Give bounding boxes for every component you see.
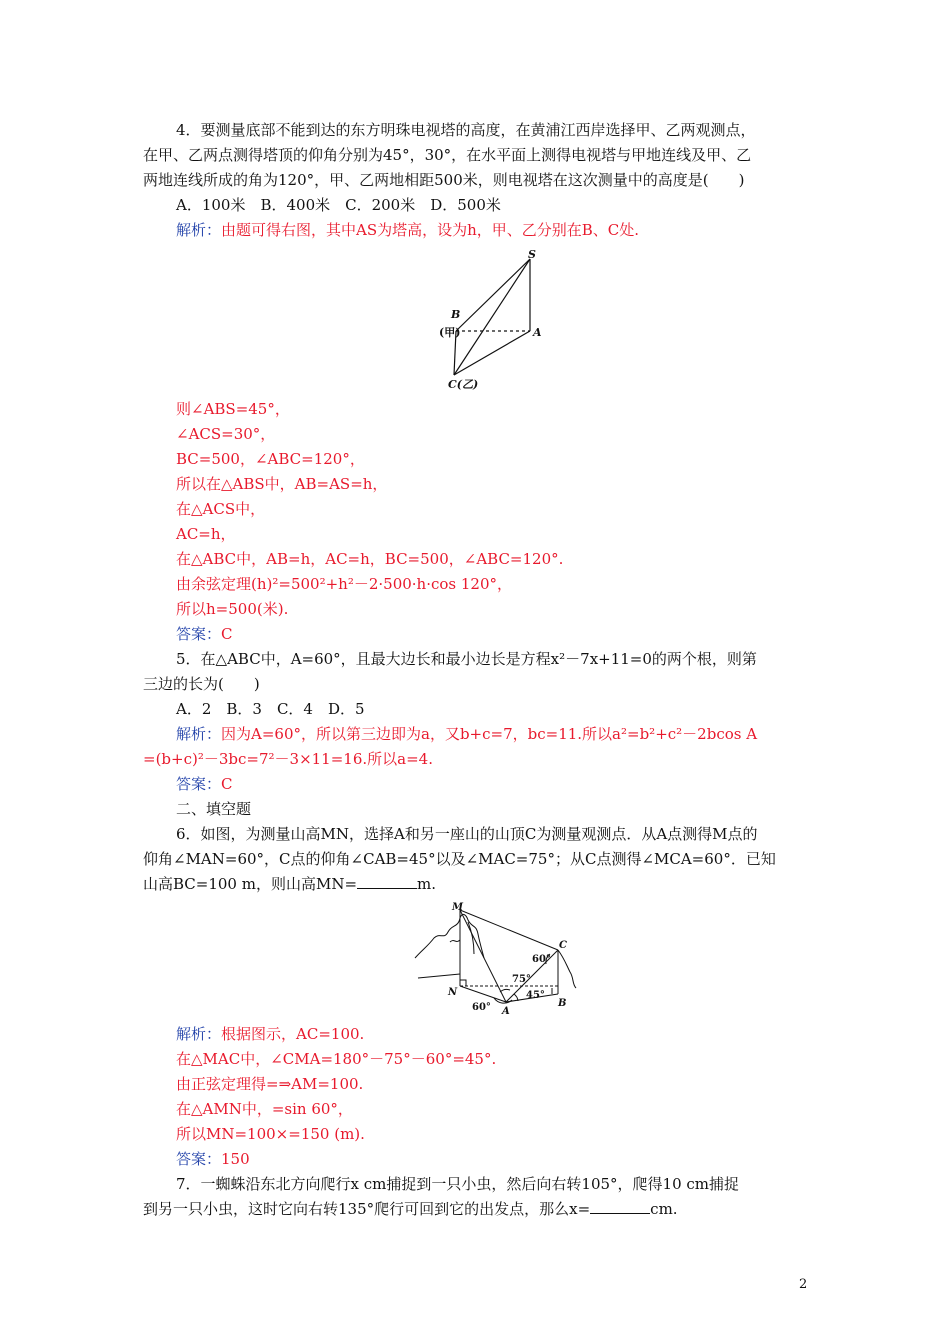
q4-line-2: 在甲、乙两点测得塔顶的仰角分别为45°，30°，在水平面上测得电视塔与甲地连线及甲、乙 <box>143 146 752 164</box>
tower-figure <box>430 245 560 395</box>
q4-step-2: ∠ACS=30°， <box>176 425 276 443</box>
answer-blank <box>590 1199 650 1214</box>
q6-step-2: 由正弦定理得=⇒AM=100. <box>176 1075 364 1093</box>
q7-line-2 <box>143 1197 808 1221</box>
q4-line-1: 4．要测量底部不能到达的东方明珠电视塔的高度，在黄浦江西岸选择甲、乙两观测点， <box>176 121 756 139</box>
q6-line-2: 仰角∠MAN=60°，C点的仰角∠CAB=45°以及∠MAC=75°；从C点测得∠MCA=60°．已知 <box>143 850 776 868</box>
analysis-text: 由题可得右图，其中AS为塔高，设为h，甲、乙分别在B、C处. <box>221 221 640 239</box>
q6-line-3-unit: m. <box>417 875 437 893</box>
q5-options: A．2 B．3 C．4 D．5 <box>176 700 365 718</box>
label-S: S <box>528 248 536 261</box>
q6-step-3: 在△AMN中，=sin 60°， <box>176 1100 353 1118</box>
q4-analysis <box>176 218 841 242</box>
analysis-label: 解析： <box>176 221 222 239</box>
answer-label: 答案： <box>176 1150 222 1168</box>
q4-step-3: BC=500，∠ABC=120°， <box>176 450 365 468</box>
angle-60-top: 60° <box>532 954 551 965</box>
q4-answer <box>176 622 841 646</box>
q4-options: A．100米 B．400米 C．200米 D．500米 <box>176 196 501 214</box>
label-C: C(乙) <box>448 378 479 391</box>
answer-label: 答案： <box>176 775 222 793</box>
label-C: C <box>559 940 567 951</box>
page-number: 2 <box>799 1277 808 1292</box>
q5-analysis <box>176 722 841 746</box>
analysis-text: 因为A=60°，所以第三边即为a，又b+c=7，bc=11.所以a²=b²+c²－2bcos A <box>221 725 758 743</box>
q5-answer <box>176 772 841 796</box>
label-M: M <box>452 902 464 913</box>
q6-step-4: 所以MN=100×=150 (m). <box>176 1125 365 1143</box>
q4-line-3: 两地连线所成的角为120°，甲、乙两地相距500米，则电视塔在这次测量中的高度是( ) <box>143 171 745 189</box>
answer-blank <box>357 874 417 889</box>
label-A: A <box>533 326 542 339</box>
answer-value: C <box>221 775 233 793</box>
q4-step-8: 由余弦定理(h)²=500²+h²－2·500·h·cos 120°， <box>176 575 512 593</box>
angle-45: 45° <box>526 990 545 1001</box>
q5-line-2: 三边的长为( ) <box>143 675 260 693</box>
q6-step-1: 在△MAC中，∠CMA=180°－75°－60°=45°. <box>176 1050 497 1068</box>
angle-75: 75° <box>512 974 531 985</box>
q6-line-3 <box>143 872 808 896</box>
label-B: B <box>451 308 461 321</box>
label-jia: (甲) <box>439 326 461 339</box>
q6-analysis <box>176 1022 841 1046</box>
answer-value: 150 <box>221 1150 250 1168</box>
q7-line-2-text: 到另一只小虫，这时它向右转135°爬行可回到它的出发点，那么x= <box>143 1200 591 1218</box>
label-A: A <box>502 1006 510 1016</box>
analysis-label: 解析： <box>176 725 222 743</box>
q5-analysis-2: =(b+c)²－3bc=7²－3×11=16.所以a=4. <box>143 750 433 768</box>
q4-step-1: 则∠ABS=45°， <box>176 400 290 418</box>
answer-label: 答案： <box>176 625 222 643</box>
q4-step-4: 所以在△ABS中，AB=AS=h， <box>176 475 388 493</box>
section-title: 二、填空题 <box>176 800 252 818</box>
q4-step-6: AC=h， <box>176 525 236 543</box>
answer-value: C <box>221 625 233 643</box>
q5-line-1: 5．在△ABC中，A=60°，且最大边长和最小边长是方程x²－7x+11=0的两个根，则第 <box>176 650 757 668</box>
q6-line-1: 6．如图，为测量山高MN，选择A和另一座山的山顶C为测量观测点．从A点测得M点的 <box>176 825 758 843</box>
q6-answer <box>176 1147 841 1171</box>
label-N: N <box>448 987 458 998</box>
q4-step-7: 在△ABC中，AB=h，AC=h，BC=500，∠ABC=120°. <box>176 550 564 568</box>
q4-step-5: 在△ACS中， <box>176 500 266 518</box>
mountain-figure <box>410 898 590 1016</box>
q7-line-2-unit: cm. <box>650 1200 678 1218</box>
label-B: B <box>558 998 567 1009</box>
q6-line-3-text: 山高BC=100 m，则山高MN= <box>143 875 358 893</box>
angle-60-bottom: 60° <box>472 1002 491 1013</box>
analysis-text: 根据图示，AC=100. <box>221 1025 365 1043</box>
q7-line-1: 7．一蜘蛛沿东北方向爬行x cm捕捉到一只小虫，然后向右转105°，爬得10 cm捕捉 <box>176 1175 740 1193</box>
q4-step-9: 所以h=500(米). <box>176 600 289 618</box>
analysis-label: 解析： <box>176 1025 222 1043</box>
